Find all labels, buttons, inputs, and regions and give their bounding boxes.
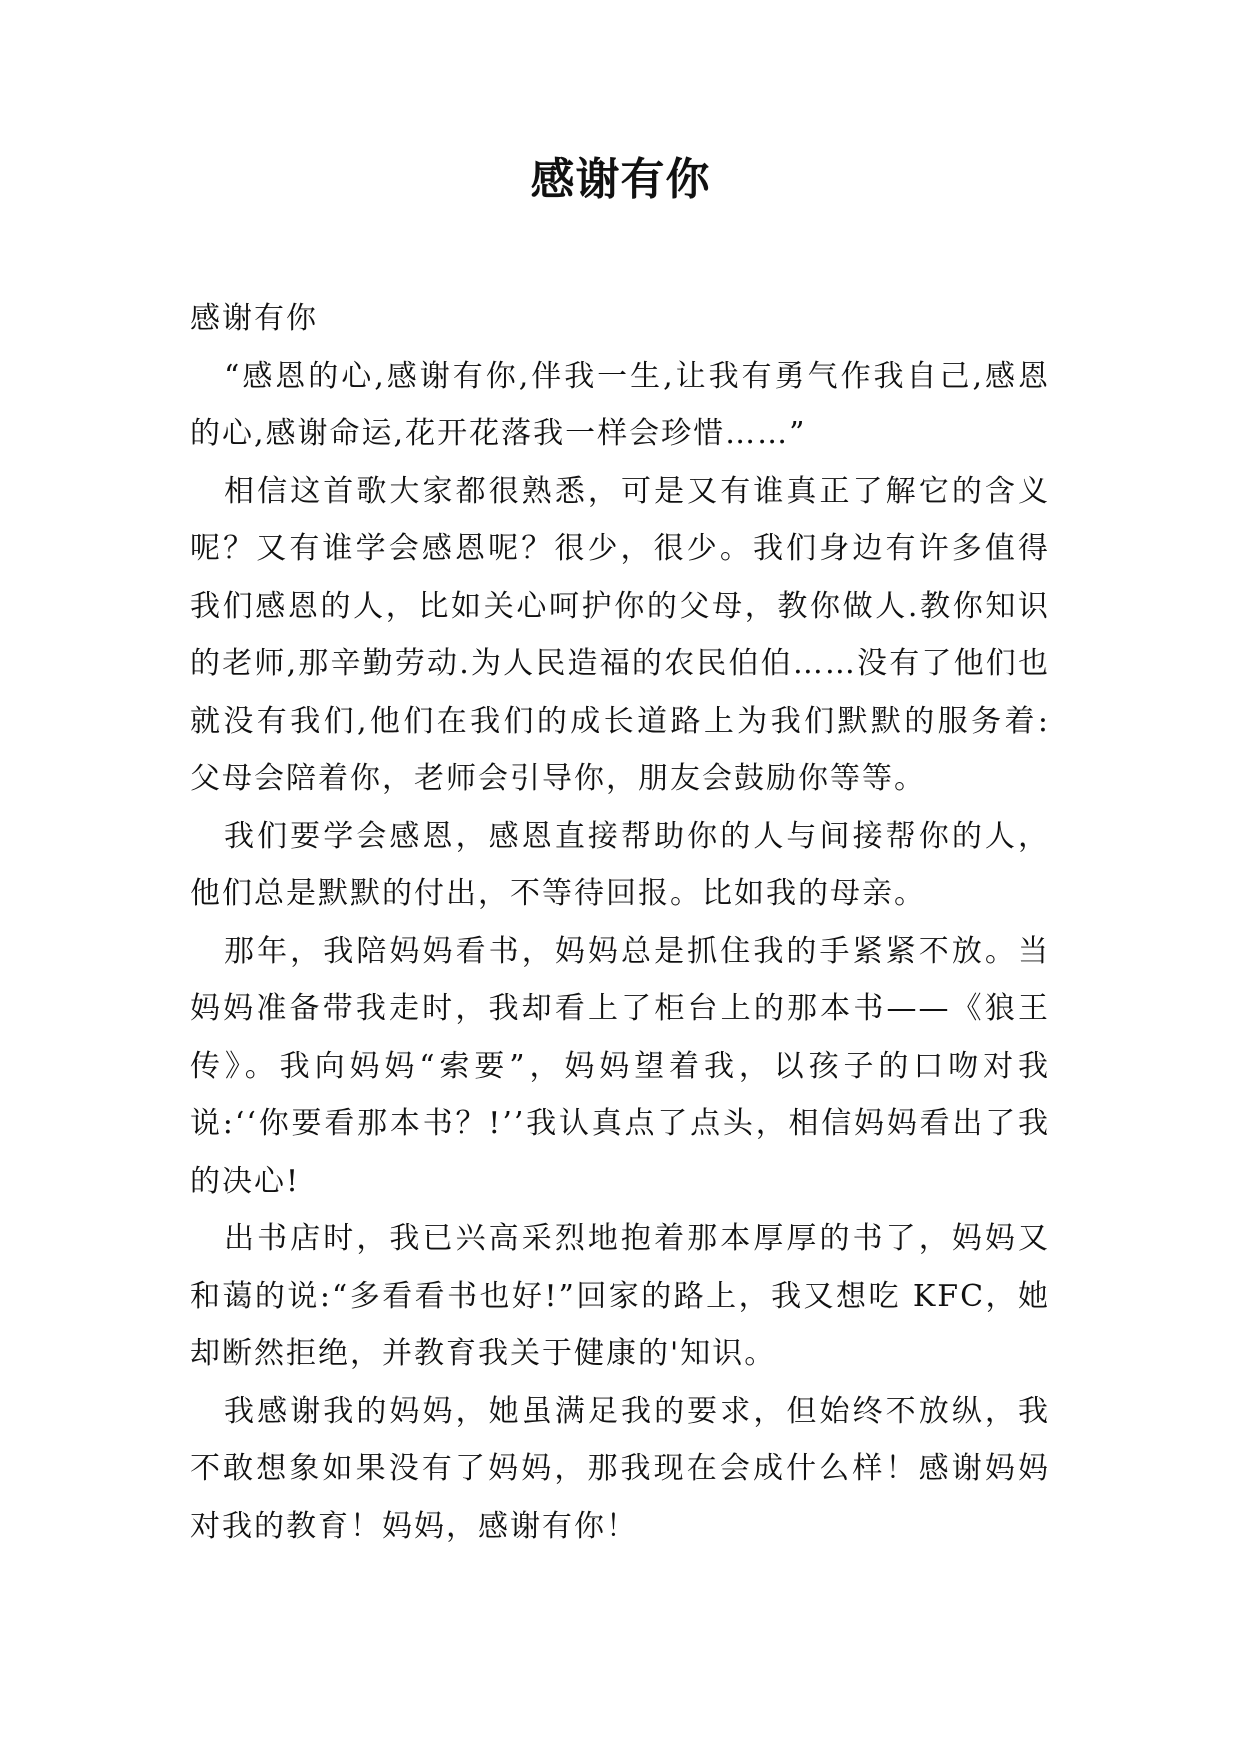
paragraph: 那年，我陪妈妈看书，妈妈总是抓住我的手紧紧不放。当妈妈准备带我走时，我却看上了柜台上的那本书——《狼王传》。我向妈妈“索要”，妈妈望着我，以孩子的口吻对我说:‘‘你要看那本书？!’’我认真点了点头，相信妈妈看出了我的决心! (190, 933, 1050, 1199)
paragraph-heading: 感谢有你 (190, 301, 318, 336)
paragraph: 我们要学会感恩，感恩直接帮助你的人与间接帮你的人，他们总是默默的付出，不等待回报。比如我的母亲。 (190, 818, 1050, 911)
paragraph: 相信这首歌大家都很熟悉，可是又有谁真正了解它的含义呢？又有谁学会感恩呢？很少，很少。我们身边有许多值得我们感恩的人，比如关心呵护你的父母，教你做人.教你知识的老师,那辛勤劳动.为人民造福的农民伯伯……没有了他们也就没有我们,他们在我们的成长道路上为我们默默的服务着: 父母会陪着你，老师会引导你，朋友会鼓励你等等。 (190, 473, 1050, 796)
document-body (190, 290, 1050, 1555)
paragraph: 出书店时，我已兴高采烈地抱着那本厚厚的书了，妈妈又和蔼的说:“多看看书也好!”回家的路上，我又想吃 KFC，她却断然拒绝，并教育我关于健康的'知识。 (190, 1221, 1050, 1371)
document-title: 感谢有你 (530, 154, 711, 205)
paragraph-lyrics: “感恩的心,感谢有你,伴我一生,让我有勇气作我自己,感恩的心,感谢命运,花开花落我一样会珍惜……” (190, 358, 1050, 451)
paragraph: 我感谢我的妈妈，她虽满足我的要求，但始终不放纵，我不敢想象如果没有了妈妈，那我现在会成什么样！感谢妈妈对我的教育！妈妈，感谢有你！ (190, 1393, 1050, 1544)
